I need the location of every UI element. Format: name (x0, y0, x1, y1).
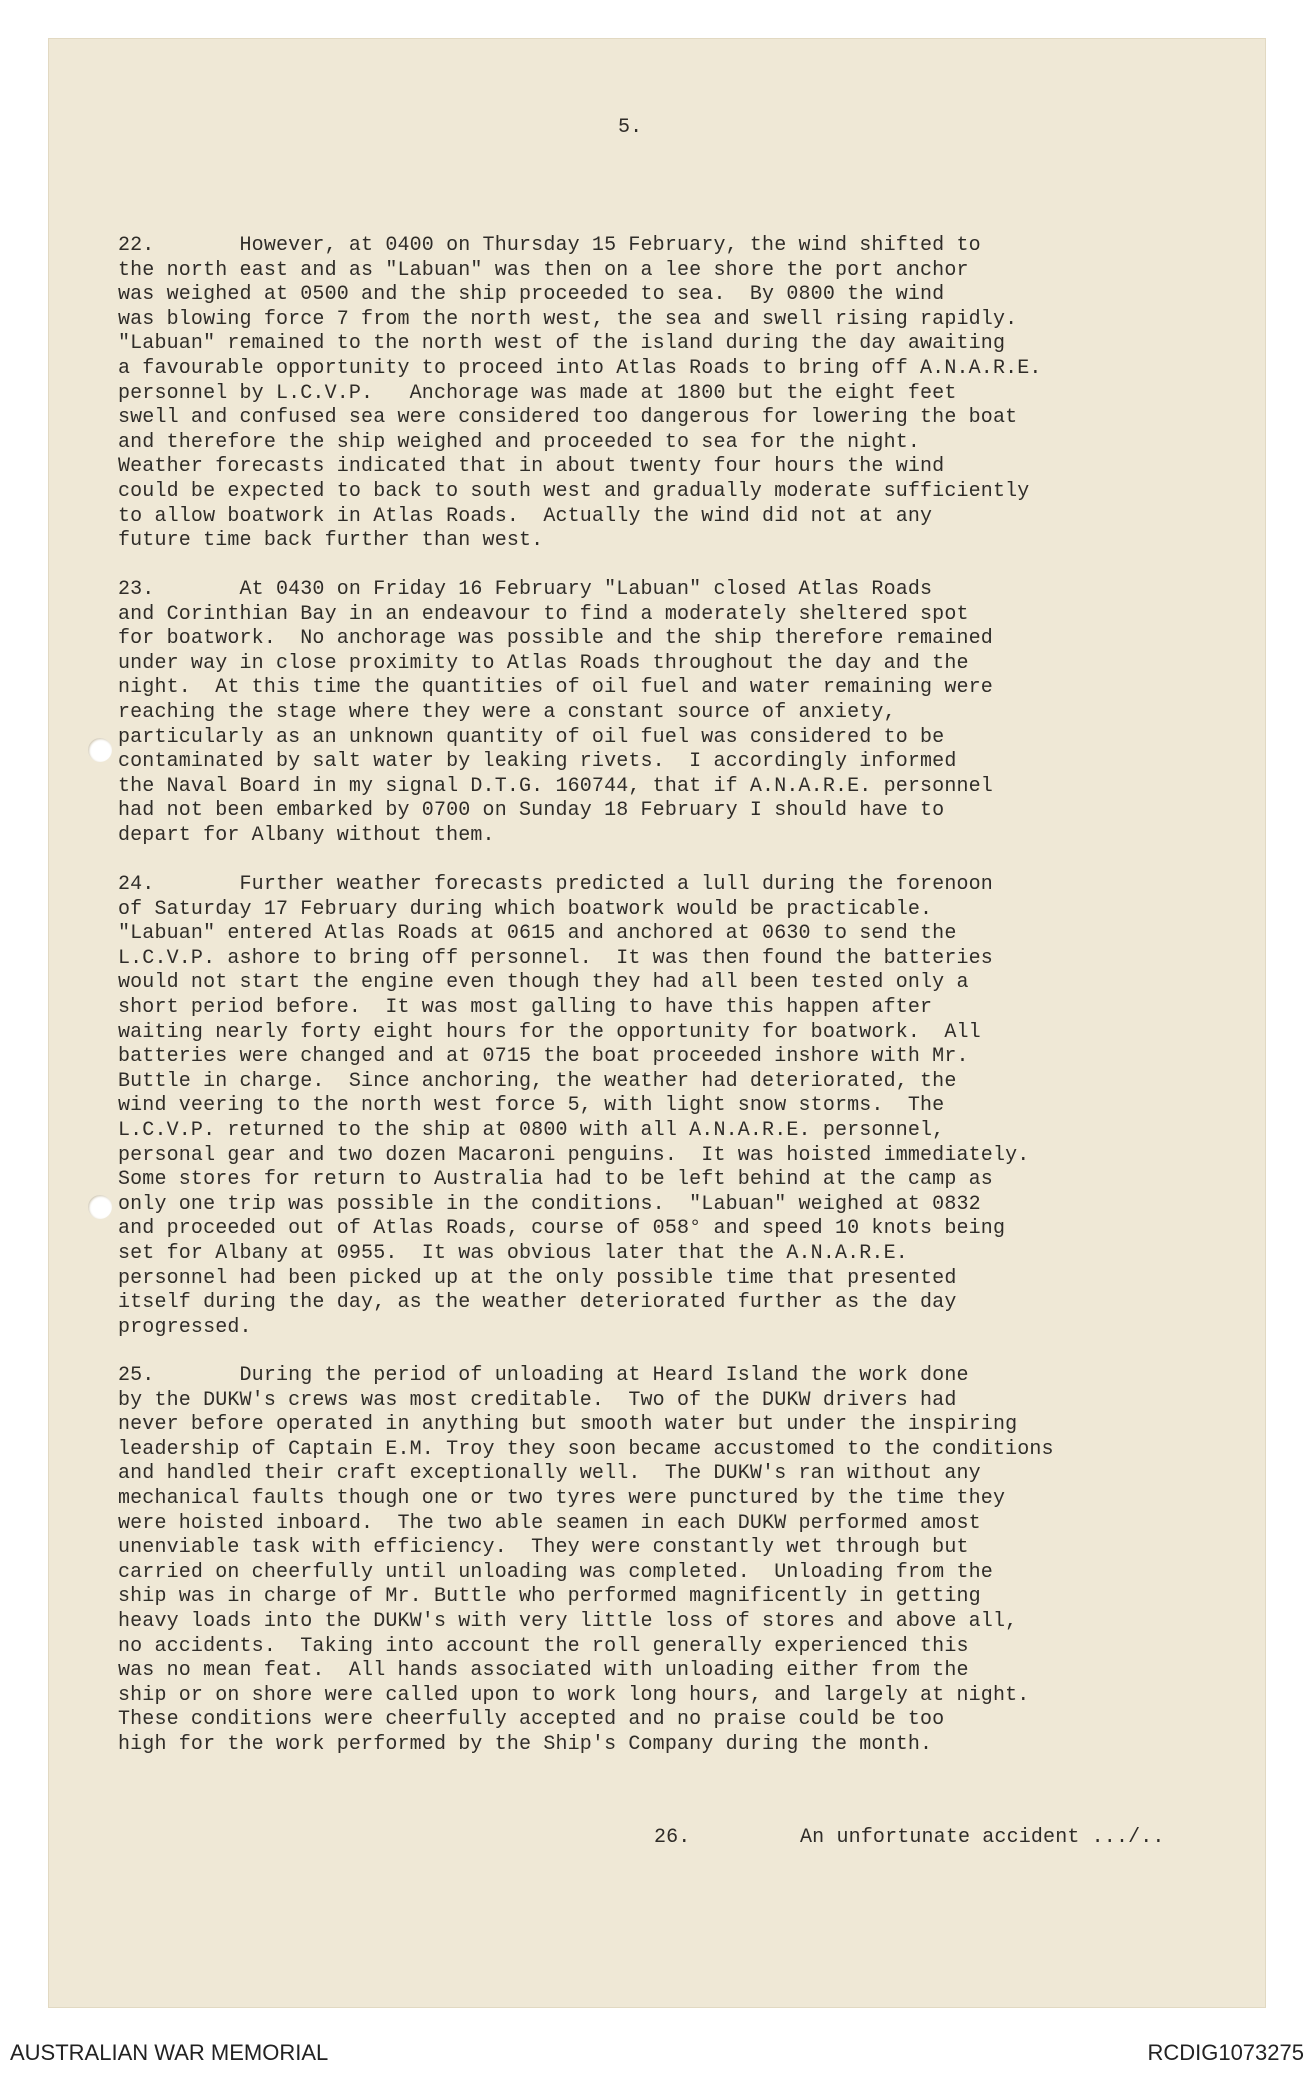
paragraph-22: 22. However, at 0400 on Thursday 15 February, the wind shifted to the north east and as "Labuan" was then on a lee shore the port anchor was weighed at 0500 and the ship proceeded to sea. By 0800 the wind was blowing force 7 from the north west, the sea and swell rising rapidly. "Labuan" remained to the north west of the island during the day awaiting a favourable opportunity to proceed into Atlas Roads to bring off A.N.A.R.E. personnel by L.C.V.P. Anchorage was made at 1800 but the eight feet swell and confused sea were considered too dangerous for lowering the boat and therefore the ship weighed and proceeded to sea for the night. Weather forecasts indicated that in about twenty four hours the wind could be expected to back to south west and gradually moderate sufficiently to allow boatwork in Atlas Roads. Actually the wind did not at any future time back further than west. (118, 234, 1042, 553)
paragraph-24: 24. Further weather forecasts predicted a lull during the forenoon of Saturday 17 February during which boatwork would be practicable. "Labuan" entered Atlas Roads at 0615 and anchored at 0630 to send the L.C.V.P. ashore to bring off personnel. It was then found the batteries would not start the engine even though they had all been tested only a short period before. It was most galling to have this happen after waiting nearly forty eight hours for the opportunity for boatwork. All batteries were changed and at 0715 the boat proceeded inshore with Mr. Buttle in charge. Since anchoring, the weather had deteriorated, the wind veering to the north west force 5, with light snow storms. The L.C.V.P. returned to the ship at 0800 with all A.N.A.R.E. personnel, personal gear and two dozen Macaroni penguins. It was hoisted immediately. Some stores for return to Australia had to be left behind at the camp as only one trip was possible in the conditions. "Labuan" weighed at 0832 and proceeded out of Atlas Roads, course of 058° and speed 10 knots being set for Albany at 0955. It was obvious later that the A.N.A.R.E. personnel had been picked up at the only possible time that presented itself during the day, as the weather deteriorated further as the day progressed. (118, 873, 1030, 1339)
page-number: 5. (618, 116, 643, 139)
next-paragraph-number: 26. (654, 1826, 691, 1849)
archive-name: AUSTRALIAN WAR MEMORIAL (10, 2040, 329, 2065)
record-id: RCDIG1073275 (1147, 2040, 1304, 2065)
punch-hole (88, 738, 112, 762)
punch-hole (88, 1195, 112, 1219)
archive-footer (0, 2034, 1314, 2082)
paragraph-25: 25. During the period of unloading at Heard Island the work done by the DUKW's crews was most creditable. Two of the DUKW drivers had never before operated in anything but smooth water but under the inspiring leadership of Captain E.M. Troy they soon became accustomed to the conditions and handled their craft exceptionally well. The DUKW's ran without any mechanical faults though one or two tyres were punctured by the time they were hoisted inboard. The two able seamen in each DUKW performed amost unenviable task with efficiency. They were constantly wet through but carried on cheerfully until unloading was completed. Unloading from the ship was in charge of Mr. Buttle who performed magnificently in getting heavy loads into the DUKW's with very little loss of stores and above all, no accidents. Taking into account the roll generally experienced this was no mean feat. All hands associated with unloading either from the ship or on shore were called upon to work long hours, and largely at night. These conditions were cheerfully accepted and no praise could be too high for the work performed by the Ship's Company during the month. (118, 1364, 1054, 1756)
document-page (48, 38, 1266, 2008)
paragraph-23: 23. At 0430 on Friday 16 February "Labuan" closed Atlas Roads and Corinthian Bay in an endeavour to find a moderately sheltered spot for boatwork. No anchorage was possible and the ship therefore remained under way in close proximity to Atlas Roads throughout the day and the night. At this time the quantities of oil fuel and water remaining were reaching the stage where they were a constant source of anxiety, particularly as an unknown quantity of oil fuel was considered to be contaminated by salt water by leaking rivets. I accordingly informed the Naval Board in my signal D.T.G. 160744, that if A.N.A.R.E. personnel had not been embarked by 0700 on Sunday 18 February I should have to depart for Albany without them. (118, 578, 993, 847)
catchword: An unfortunate accident .../.. (800, 1826, 1165, 1849)
